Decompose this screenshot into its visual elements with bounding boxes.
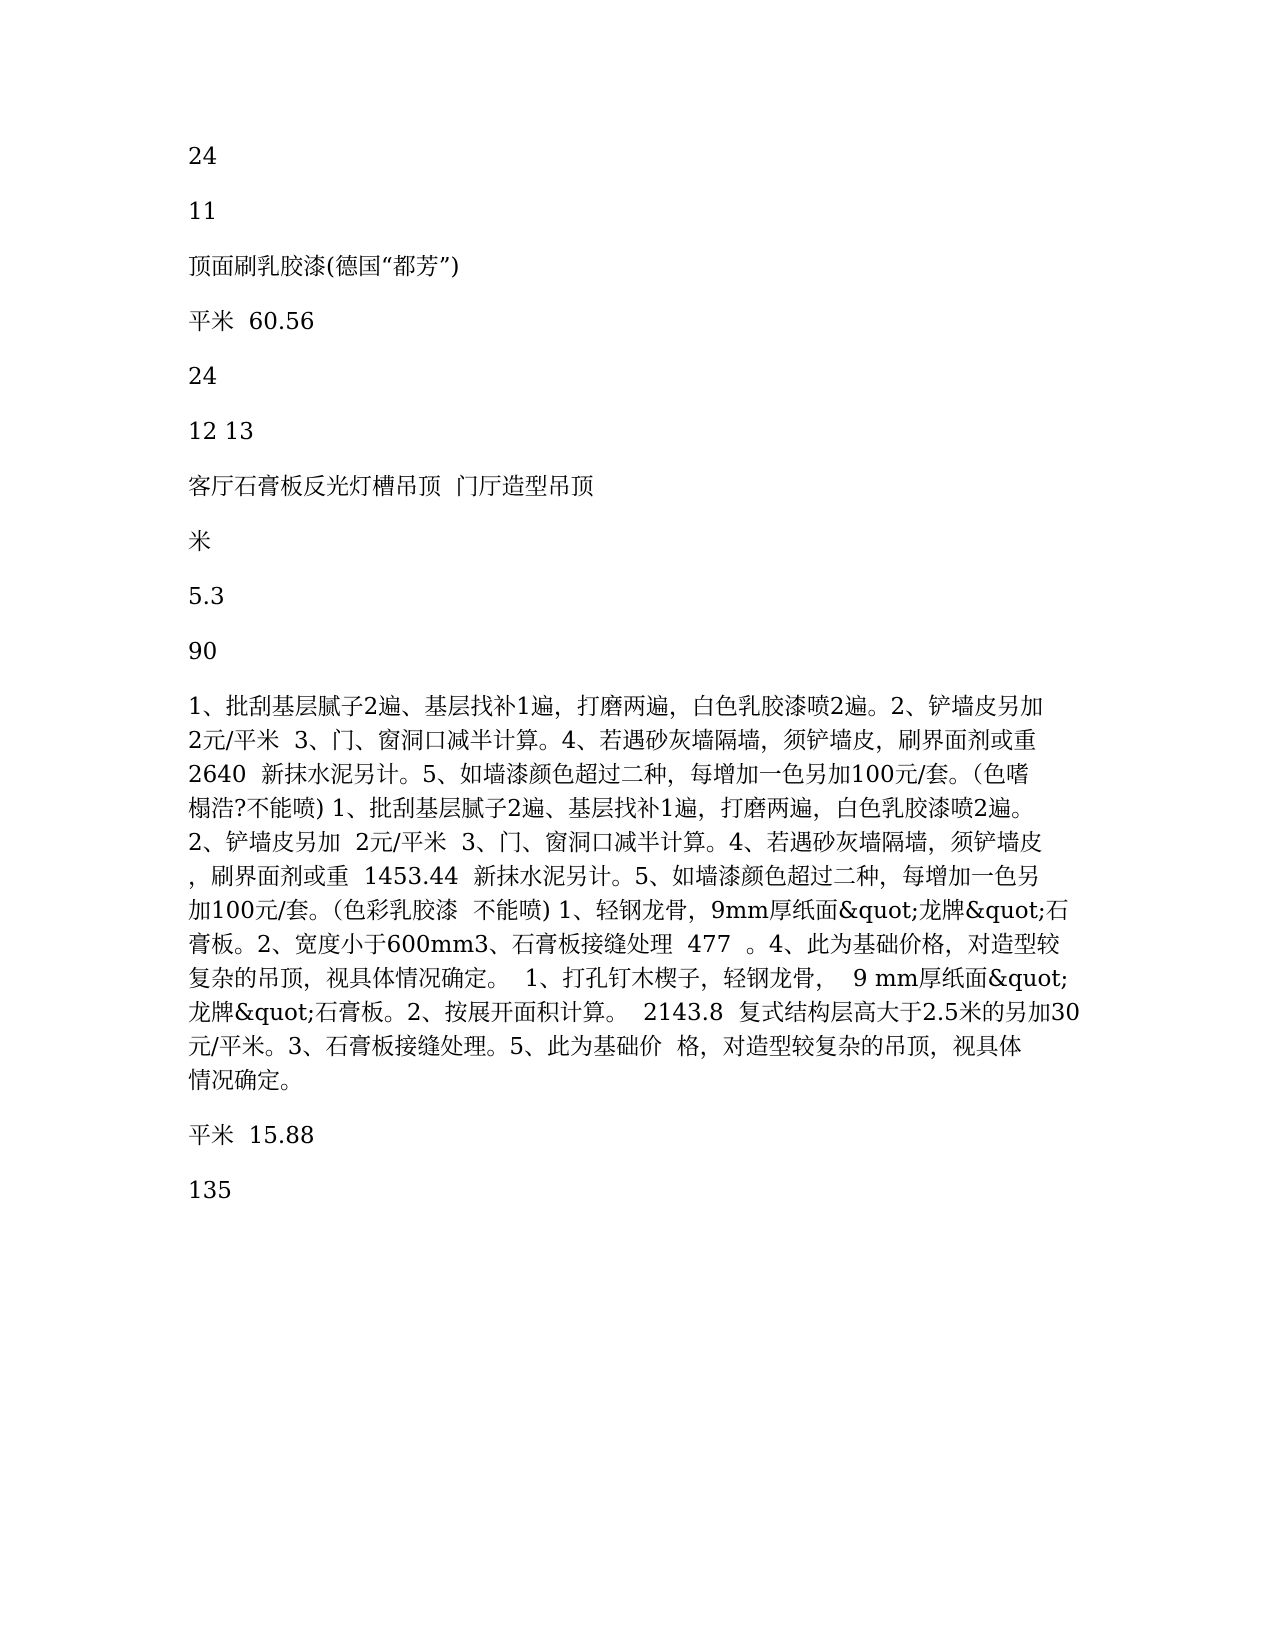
description-paragraph bbox=[188, 690, 1093, 1098]
paragraph-line: 膏板。2、宽度小于600mm3、石膏板接缝处理 477 。4、此为基础价格，对造型较 bbox=[188, 932, 1060, 958]
paragraph-line: 2元/平米 3、门、窗洞口减半计算。4、若遇砂灰墙隔墙，须铲墙皮，刷界面剂或重 bbox=[188, 728, 1037, 754]
paragraph-line: 2、铲墙皮另加 2元/平米 3、门、窗洞口减半计算。4、若遇砂灰墙隔墙，须铲墙皮 bbox=[188, 830, 1043, 856]
paragraph-line: 龙牌&quot;石膏板。2、按展开面积计算。 2143.8 复式结构层高大于2.5米的另加30 bbox=[188, 1000, 1081, 1026]
text-line: 平米 60.56 bbox=[188, 309, 315, 335]
paragraph-line: 加100元/套。（色彩乳胶漆 不能喷) 1、轻钢龙骨，9mm厚纸面&quot;龙牌&quot;石 bbox=[188, 898, 1069, 924]
text-line: 12 13 bbox=[188, 419, 254, 445]
text-line: 24 bbox=[188, 364, 218, 390]
paragraph-line: 1、批刮基层腻子2遍、基层找补1遍，打磨两遍，白色乳胶漆喷2遍。2、铲墙皮另加 bbox=[188, 694, 1044, 720]
text-line: 24 bbox=[188, 144, 218, 170]
document-content bbox=[188, 140, 1093, 1229]
text-line: 客厅石膏板反光灯槽吊顶 门厅造型吊顶 bbox=[188, 474, 594, 500]
text-line: 顶面刷乳胶漆(德国“都芳”) bbox=[188, 254, 460, 280]
paragraph-line: 元/平米。3、石膏板接缝处理。5、此为基础价 格，对造型较复杂的吊顶，视具体 bbox=[188, 1034, 1022, 1060]
text-line: 5.3 bbox=[188, 584, 225, 610]
text-line: 90 bbox=[188, 639, 218, 665]
paragraph-line: ，刷界面剂或重 1453.44 新抹水泥另计。5、如墙漆颜色超过二种，每增加一色另 bbox=[188, 864, 1040, 890]
paragraph-line: 2640 新抹水泥另计。5、如墙漆颜色超过二种，每增加一色另加100元/套。（色嗜 bbox=[188, 762, 1029, 788]
text-line: 平米 15.88 bbox=[188, 1123, 315, 1149]
paragraph-line: 情况确定。 bbox=[188, 1068, 303, 1094]
paragraph-line: 榻浩?不能喷) 1、批刮基层腻子2遍、基层找补1遍，打磨两遍，白色乳胶漆喷2遍。 bbox=[188, 796, 1035, 822]
text-line: 135 bbox=[188, 1178, 232, 1204]
paragraph-line: 复杂的吊顶，视具体情况确定。 1、打孔钉木楔子，轻钢龙骨， 9 mm厚纸面&quot; bbox=[188, 966, 1069, 992]
text-line: 11 bbox=[188, 199, 218, 225]
text-line: 米 bbox=[188, 529, 211, 555]
